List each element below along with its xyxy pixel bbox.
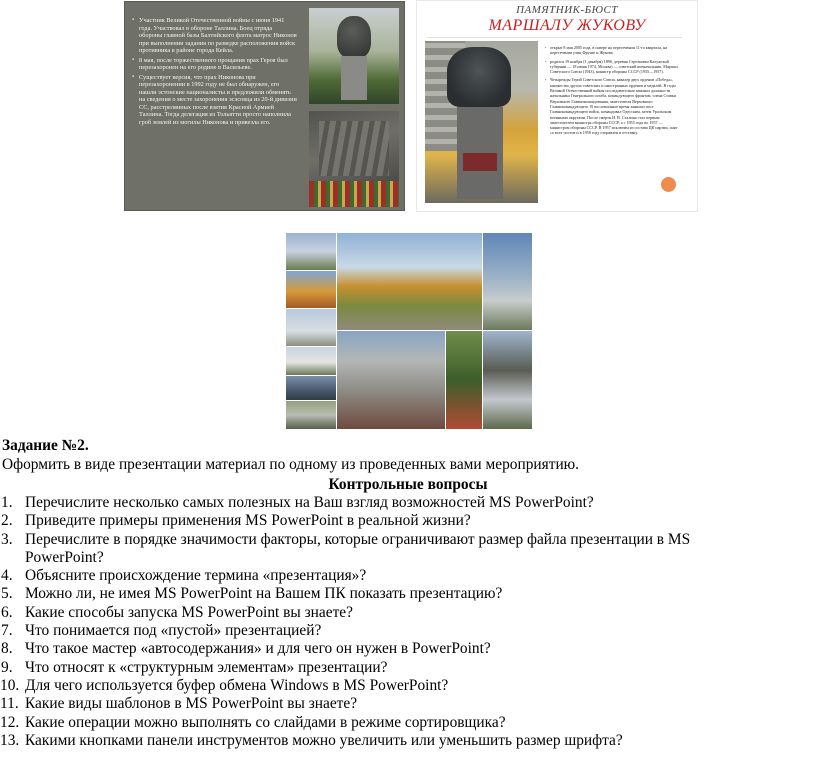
collage-photo-park-sculpture [337,233,482,330]
question-item [0,585,800,603]
slide-thumbnail-2 [417,1,697,211]
question-item [0,677,800,695]
question-text: Перечислите несколько самых полезных на Ваш взгляд возможностей MS PowerPoint? [25,494,594,511]
task-title: Задание №2. [2,437,89,454]
question-text-continued: PowerPoint? [25,548,104,566]
collage-photo-flower-bed [446,331,482,429]
question-number: 5. [1,585,13,603]
collage-photo-memorial-wall [337,331,445,429]
question-item [0,695,800,713]
slide2-divider [427,37,682,38]
collage-photo-autumn-trees [286,271,336,308]
question-text: Объясните происхождение термина «презентация»? [25,567,367,585]
collage-photo-bust-monument [483,331,532,429]
question-text: Для чего используется буфер обмена Windows в MS PowerPoint? [25,676,449,694]
question-number: 11. [0,695,19,713]
question-item [0,604,800,622]
question-item [0,567,800,585]
slide1-bullet: ▪ Существует версия, что прах Никонова при перезахоронении в 1992 году не был обнаружен, его нашли эстонские националисты и предложили обменять на сведения о месте захоронения эсэсовца из 20-й дивизии СС, расстрелянных после взятия Красной Армией Таллина. Тогда делегация из Тольятти просто наполнила гроб землей из могилы Никонова и привезла его. [132,74,297,127]
question-number: 10. [0,676,20,694]
plaque [463,153,497,171]
question-item [0,531,800,568]
collage-photo-obelisk [286,309,336,346]
slide2-title-line1: ПАМЯТНИК-БЮСТ [516,4,618,16]
bust-figure [447,47,511,107]
question-text: Перечислите в порядке значимости факторы, которые ограничивают размер файла презентации в MS [25,530,691,548]
slide2-bullet: ▪ открыт 8 мая 2005 года, в сквере на пересечении 11-го квартала, на пересечении улиц Фрунзе и Жукова. [545,45,680,56]
slide1-bullet: ▪ Участник Великой Отечественной войны с июня 1941 года. Участвовал в обороне Таллина. Боец отряда обороны главной базы Балтийского флота матрос Никонов при выполнении задания по разведке расположения войск противника в районе города Кейла. [132,17,297,55]
relief-wall [319,121,389,176]
monuments-photo-collage [286,233,532,429]
collage-photo-stele [483,233,532,330]
question-number: 2. [1,512,13,530]
slide2-bullet: ▪ Четырежды Герой Советского Союза, кавалер двух орденов «Победа», множества других советских и иностранных орденов и медалей. В годы Великой Отечественной войны последовательно занимал должности начальника Генерального штаба, командующего фронтом, члена Ставки Верховного Главнокомандования, заместителя Верховного Главнокомандующего. В послевоенное время занимал пост Главнокомандующего войск, командовал Одесским, затем Уральским военными округами. После смерти И. В. Сталина стал первым заместителем министра обороны СССР, а с 1955 года по 1957 — министром обороны СССР. В 1957 исключён из состава ЦК партии, снят со всех постов и в 1958 году отправлен в отставку. [545,77,680,135]
question-text: Можно ли, не имея MS PowerPoint на Вашем ПК показать презентацию? [25,585,503,603]
question-text: Какими кнопками панели инструментов можно увеличить или уменьшить размер шрифта? [25,731,623,749]
question-number: 1. [1,494,13,511]
questions-title: Контрольные вопросы [328,476,488,493]
collage-photo-church [286,233,336,270]
question-number: 7. [1,622,13,640]
slide2-text-block [545,45,680,139]
slide1-memorial-photo [309,111,399,207]
pedestal [341,56,367,100]
question-text: Какие способы запуска MS PowerPoint вы знаете? [25,603,353,621]
collage-photo-building [286,347,336,375]
slide2-zhukov-bust-photo [425,41,538,203]
question-number: 13. [0,731,20,749]
question-number: 12. [0,713,20,731]
task-description: Оформить в виде презентации материал по одному из проведенных вами мероприятию. [2,456,580,473]
bust-figure [337,16,371,58]
slide1-bullet: ▪ 8 мая, после торжественного прощания прах Героя был перезахоронен на его родине в Васильеве. [132,57,297,72]
question-number: 8. [1,640,13,658]
slide1-monument-photo [309,8,399,104]
collage-photo-car [286,401,336,429]
question-item [0,732,800,750]
question-text: Что относят к «структурным элементам» презентации? [25,658,388,676]
question-text: Какие операции можно выполнять со слайдами в режиме сортировщика? [25,713,506,731]
question-item [0,659,800,677]
question-item [0,622,800,640]
question-number: 3. [1,530,13,548]
slide1-text-block [132,17,297,128]
questions-list [0,494,800,750]
slide-thumbnail-1 [124,1,405,211]
question-text: Что понимается под «пустой» презентацией? [25,622,322,640]
question-item [0,512,800,530]
collage-photo-dam [286,376,336,400]
orange-circle-decoration [661,177,676,192]
flowers [309,181,399,207]
question-text: Приведите примеры применения MS PowerPoint в реальной жизни? [25,512,471,530]
slide2-bullet: ▪ родился 19 ноября (1 декабря) 1896, деревня Стрелковка Калужской губернии — 18 июня 1974, Москва) — советский военачальник. Маршал Советского Союза (1943), министр обороны СССР (1955—1957). [545,59,680,75]
question-number: 4. [1,567,13,585]
question-text: Какие виды шаблонов в MS PowerPoint вы знаете? [25,695,358,713]
question-item [0,714,800,732]
slide2-title-line2: МАРШАЛУ ЖУКОВУ [488,17,646,34]
question-item [0,640,800,658]
question-number: 9. [1,658,13,676]
question-number: 6. [1,603,13,621]
question-item [0,494,800,512]
question-text: Что такое мастер «автосодержания» и для чего он нужен в PowerPoint? [25,640,491,658]
